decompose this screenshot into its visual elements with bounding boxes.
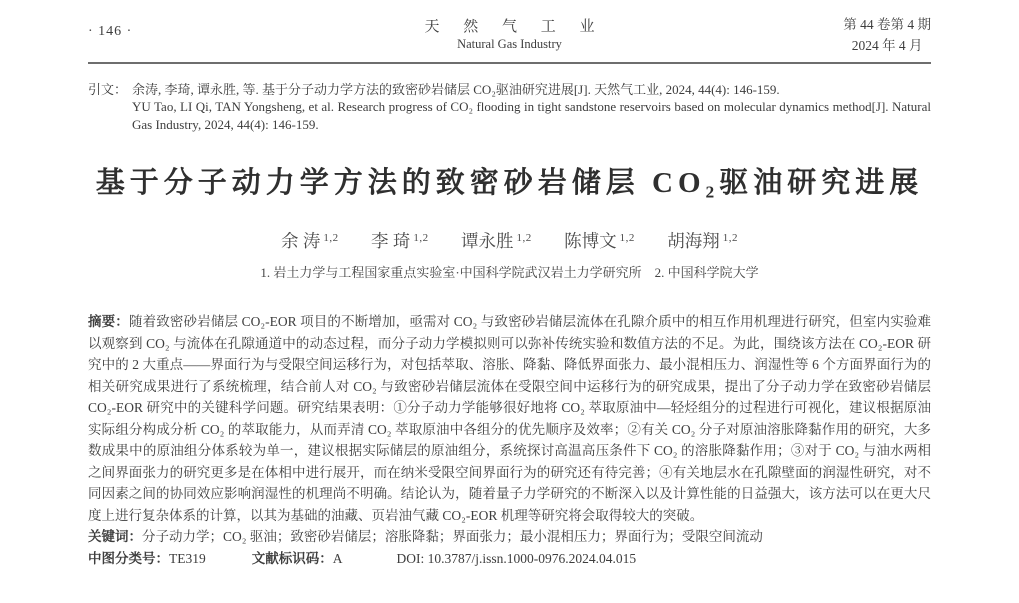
author-4 bbox=[564, 231, 635, 251]
citation-label: 引文： bbox=[88, 81, 128, 97]
journal-title-block bbox=[414, 15, 604, 52]
article-meta-row bbox=[88, 548, 931, 570]
abstract-text: 随着致密砂岩储层 CO₂-EOR 项目的不断增加，亟需对 CO₂ 与致密砂岩储层流体在孔隙介质中的相互作用机理进行研究，但室内实验难以观察到 CO₂ 与流体在孔隙通道中的动态过程，而分子动力学模拟则可以弥补传统实验和数值方法的不足。为此，围绕该方法在 CO₂-EOR 研究中的 2 大重点——界面行为与受限空间运移行为，对包括萃取、溶胀、降黏、降低界面张力、最小混相压力、润湿性等 6 个方面界面行为的相关研究成果进行了系统梳理，结合前人对 CO₂ 与致密砂岩储层流体在受限空间中运移行为的研究成果，提出了分子动力学在致密砂岩储层 CO₂-EOR 研究中的关键科学问题。研究结果表明：①分子动力学能够很好地将 CO₂ 萃取原油中—轻烃组分的过程进行可视化，建议根据原油实际组分构成分析 CO₂ 的萃取能力，从而弄清 CO₂ 萃取原油中各组分的优先顺序及效率；②有关 CO₂ 分子对原油溶胀降黏作用的研究，大多数成果中的原油组分体系较为单一，建议根据实际储层的原油组分，系统探讨高温高压条件下 CO₂ 的溶胀降黏作用；③对于 CO₂ 与油水两相之间界面张力的研究更多是在体相中进行展开，而在纳米受限空间界面行为的研究还有待完善；④有关地层水在孔隙壁面的润湿性研究，对不同因素之间的协同效应影响润湿性的机理尚不明确。结论认为，随着量子力学研究的不断深入以及计算性能的日益强大，该方法可以在更大尺度上进行复杂体系的计算，以其为基础的油藏、页岩油气藏 CO₂-EOR 机理等研究将会取得较大的突破。 bbox=[88, 314, 932, 523]
document-code bbox=[252, 548, 343, 570]
doi: DOI: 10.3787/j.issn.1000-0976.2024.04.015 bbox=[396, 550, 637, 566]
journal-title-cn: 天 然 气 工 业 bbox=[424, 19, 605, 35]
page-number: · 146 · bbox=[88, 24, 133, 39]
author-5-name: 胡海翔 bbox=[667, 231, 720, 252]
affiliation-line: 1. 岩土力学与工程国家重点实验室·中国科学院武汉岩土力学研究所 2. 中国科学院大学 bbox=[260, 265, 759, 281]
author-4-affil-sup: 1,2 bbox=[619, 231, 635, 244]
citation-chinese: 余涛, 李琦, 谭永胜, 等. 基于分子动力学方法的致密砂岩储层 CO₂驱油研究进展[J]. 天然气工业, 2024, 44(4): 146-159. bbox=[132, 81, 780, 97]
author-5-affil-sup: 1,2 bbox=[722, 231, 738, 244]
author-list bbox=[0, 228, 1019, 253]
document-code-label: 文献标识码： bbox=[251, 550, 333, 566]
author-1-name: 余 涛 bbox=[281, 231, 321, 252]
keywords-block bbox=[88, 526, 931, 548]
author-3-affil-sup: 1,2 bbox=[516, 231, 532, 244]
header-rule bbox=[88, 62, 931, 64]
keywords-text: 分子动力学；CO₂ 驱油；致密砂岩储层；溶胀降黏；界面张力；最小混相压力；界面行为；受限空间流动 bbox=[142, 529, 763, 545]
author-3 bbox=[461, 231, 532, 251]
journal-title-en: Natural Gas Industry bbox=[457, 37, 562, 51]
abstract-block bbox=[88, 311, 931, 526]
author-1 bbox=[281, 231, 339, 251]
article-title: 基于分子动力学方法的致密砂岩储层 CO₂驱油研究进展 bbox=[95, 167, 924, 200]
clc-number bbox=[88, 548, 206, 570]
clc-value: TE319 bbox=[169, 550, 206, 566]
author-2-affil-sup: 1,2 bbox=[413, 231, 429, 244]
citation-english: YU Tao, LI Qi, TAN Yongsheng, et al. Research progress of CO₂ flooding in tight sandstone reservoirs based on molecular dynamics method[J]. Natural Gas Industry, 2024, 44(4): 146-159. bbox=[132, 99, 931, 132]
issue-date: 2024 年 4 月 bbox=[851, 37, 923, 53]
issue-volume: 第 44 卷第 4 期 bbox=[843, 17, 931, 32]
author-1-affil-sup: 1,2 bbox=[323, 231, 339, 244]
author-3-name: 谭永胜 bbox=[461, 231, 514, 252]
clc-label: 中图分类号： bbox=[88, 550, 169, 566]
citation-block bbox=[88, 81, 931, 134]
author-5 bbox=[667, 231, 738, 251]
author-4-name: 陈博文 bbox=[564, 231, 617, 252]
citation-body bbox=[132, 81, 931, 134]
issue-info bbox=[843, 15, 931, 57]
page-header bbox=[0, 0, 1019, 57]
author-2 bbox=[371, 231, 429, 251]
keywords-label: 关键词： bbox=[88, 529, 142, 545]
document-code-value: A bbox=[332, 550, 343, 566]
abstract-label: 摘要： bbox=[88, 314, 129, 330]
author-2-name: 李 琦 bbox=[371, 231, 411, 252]
